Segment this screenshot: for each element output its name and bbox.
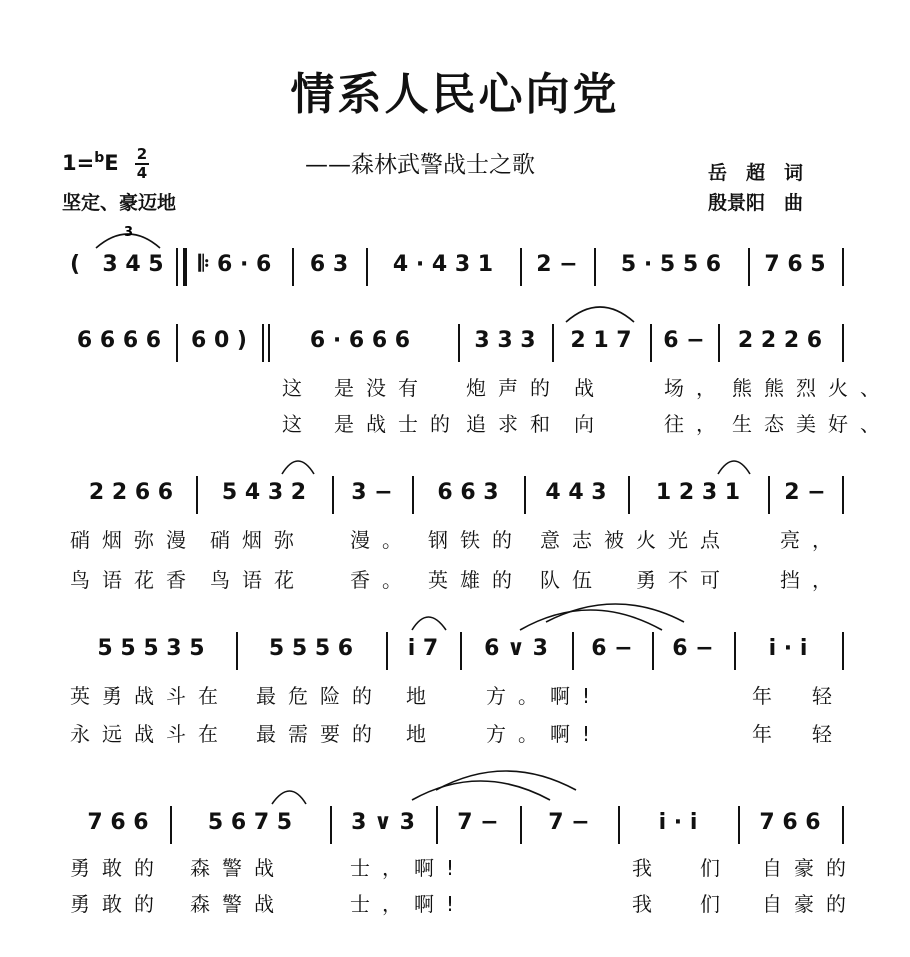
measure-1-7: 5 · 5 5 6	[620, 252, 722, 277]
lyric-word: 队伍	[540, 568, 604, 592]
lyric-word: 轻	[812, 722, 844, 746]
lyric-word: 这	[282, 376, 314, 400]
barline	[842, 806, 844, 844]
lyric-word: 亮，	[780, 528, 844, 552]
lyric-word: 方。啊!	[486, 722, 603, 746]
lyric-word: 年	[752, 722, 784, 746]
lyric-word: 钢铁的	[428, 528, 524, 552]
lyric-word: 我	[632, 892, 664, 916]
measure-2-4: 3 3 3	[474, 328, 536, 353]
barline	[366, 248, 368, 286]
barline	[842, 632, 844, 670]
measure-3-2: 5 4 3 2	[221, 480, 307, 505]
notation-line-1	[0, 248, 910, 290]
lyric-word: 香。	[350, 568, 414, 592]
measure-2-5: 2 1 7	[570, 328, 632, 353]
lyric-word: 我	[632, 856, 664, 880]
barline	[650, 324, 652, 362]
notation-line-2	[0, 324, 910, 366]
measure-4-5: 6 −	[591, 636, 633, 661]
notation-line-4	[0, 632, 910, 674]
lyric-word: 是没有	[334, 376, 430, 400]
measure-5-7: 7 6 6	[759, 810, 821, 835]
lyric-word: 鸟语花香	[70, 568, 198, 592]
subtitle: ——森林武警战士之歌	[305, 152, 535, 178]
lyric-word: 自豪的	[762, 892, 858, 916]
measure-3-3: 3 −	[351, 480, 393, 505]
time-top: 2	[136, 145, 148, 163]
measure-1-1: (	[69, 252, 81, 277]
measure-1-8: 7 6 5	[764, 252, 826, 277]
triplet-slur	[96, 234, 160, 248]
barline	[330, 806, 332, 844]
composer: 殷景阳 曲	[708, 192, 804, 214]
barline	[748, 248, 750, 286]
slur-7-7-long	[436, 771, 576, 790]
barline	[594, 248, 596, 286]
measure-3-1: 2 2 6 6	[88, 480, 174, 505]
tie-75	[272, 791, 306, 804]
tie-32	[282, 461, 314, 474]
measure-2-2: 6 0 )	[191, 328, 247, 353]
lyric-word: 追求和	[466, 412, 562, 436]
slur-i7	[412, 617, 446, 630]
barline	[734, 632, 736, 670]
key-prefix: 1=	[62, 151, 95, 175]
measure-5-5: 7 −	[548, 810, 590, 835]
barline	[738, 806, 740, 844]
slur-217	[566, 307, 634, 322]
lyricist: 岳 超 词	[708, 162, 804, 184]
barline	[842, 476, 844, 514]
lyric-word: 向	[574, 412, 606, 436]
measure-5-2: 5 6 7 5	[207, 810, 293, 835]
lyric-word: 士，啊!	[350, 892, 467, 916]
lyric-word: 挡，	[780, 568, 844, 592]
barline	[628, 476, 630, 514]
measure-3-7: 2 −	[784, 480, 826, 505]
lyric-word: 英雄的	[428, 568, 524, 592]
barline	[196, 476, 198, 514]
tie-31	[718, 461, 750, 474]
slur-3-7-long	[412, 781, 550, 800]
lyric-word: 自豪的	[762, 856, 858, 880]
measure-1-5: 4 · 4 3 1	[392, 252, 494, 277]
lyric-word: 地	[406, 722, 438, 746]
repeat-barline	[183, 248, 187, 286]
measure-2-7: 2 2 2 6	[737, 328, 823, 353]
lyric-word: 最危险的	[256, 684, 384, 708]
measure-2-1: 6 6 6 6	[76, 328, 162, 353]
lyric-word: 鸟语花	[210, 568, 306, 592]
barline	[458, 324, 460, 362]
lyric-word: 永远战斗在	[70, 722, 230, 746]
lyric-word: 往，	[664, 412, 728, 436]
barline	[552, 324, 554, 362]
barline	[768, 476, 770, 514]
lyric-word: 勇不可	[636, 568, 732, 592]
barline	[718, 324, 720, 362]
barline	[520, 248, 522, 286]
barline	[652, 632, 654, 670]
lyric-word: 熊熊烈火、	[732, 376, 892, 400]
key-flat: b	[94, 150, 105, 166]
lyric-word: 硝烟弥	[210, 528, 306, 552]
barline	[292, 248, 294, 286]
barline	[842, 324, 844, 362]
barline	[386, 632, 388, 670]
barline	[436, 806, 438, 844]
lyric-word: 地	[406, 684, 438, 708]
lyric-word: 英勇战斗在	[70, 684, 230, 708]
measure-2-3: 6 · 6 6 6	[309, 328, 411, 353]
slur-6-6-long	[546, 604, 684, 622]
barline	[262, 324, 264, 362]
lyric-word: 是战士的	[334, 412, 462, 436]
measure-5-3: 3 ∨ 3	[351, 810, 415, 835]
measure-5-4: 7 −	[457, 810, 499, 835]
lyric-word: 勇敢的	[70, 892, 166, 916]
notation-line-5	[0, 806, 910, 848]
lyric-word: 生态美好、	[732, 412, 892, 436]
barline	[332, 476, 334, 514]
notation-line-3	[0, 476, 910, 518]
lyric-word: 森警战	[190, 856, 286, 880]
lyric-word: 意志被	[540, 528, 636, 552]
measure-4-4: 6 ∨ 3	[484, 636, 548, 661]
barline	[176, 248, 178, 286]
barline	[176, 324, 178, 362]
lyric-word: 森警战	[190, 892, 286, 916]
lyric-word: 方。啊!	[486, 684, 603, 708]
measure-1-4: 6 3	[309, 252, 349, 277]
lyric-word: 炮声的	[466, 376, 562, 400]
measure-1-6: 2 −	[536, 252, 578, 277]
lyric-word: 勇敢的	[70, 856, 166, 880]
measure-3-6: 1 2 3 1	[655, 480, 741, 505]
page-title: 情系人民心向党	[290, 69, 620, 120]
key-note: E	[104, 151, 119, 175]
time-bottom: 4	[136, 164, 148, 182]
barline	[524, 476, 526, 514]
measure-5-6: i · i	[658, 810, 698, 835]
lyric-word: 硝烟弥漫	[70, 528, 198, 552]
measure-1-2: 3 4 5	[102, 252, 164, 277]
measure-4-1: 5 5 5 3 5	[97, 636, 205, 661]
barline	[520, 806, 522, 844]
lyric-word: 年	[752, 684, 784, 708]
key-signature	[62, 150, 119, 175]
measure-4-2: 5 5 5 6	[268, 636, 354, 661]
barline	[412, 476, 414, 514]
barline	[268, 324, 270, 362]
barline	[236, 632, 238, 670]
triplet-number: 3	[124, 225, 134, 240]
measure-1-3: 𝄆 6 · 6	[198, 252, 272, 277]
measure-4-3: i 7	[407, 636, 439, 661]
measure-3-5: 4 4 3	[545, 480, 607, 505]
measure-3-4: 6 6 3	[437, 480, 499, 505]
measure-5-1: 7 6 6	[87, 810, 149, 835]
barline	[618, 806, 620, 844]
lyric-word: 这	[282, 412, 314, 436]
barline	[572, 632, 574, 670]
barline	[460, 632, 462, 670]
lyric-word: 士，啊!	[350, 856, 467, 880]
measure-4-7: i · i	[768, 636, 808, 661]
lyric-word: 漫。	[350, 528, 414, 552]
tempo-marking: 坚定、豪迈地	[62, 192, 177, 214]
lyric-word: 们	[700, 856, 732, 880]
lyric-word: 场，	[664, 376, 728, 400]
lyric-word: 轻	[812, 684, 844, 708]
lyric-word: 们	[700, 892, 732, 916]
barline	[170, 806, 172, 844]
measure-4-6: 6 −	[672, 636, 714, 661]
lyric-word: 最需要的	[256, 722, 384, 746]
measure-2-6: 6 −	[663, 328, 705, 353]
slur-3-6-long	[520, 610, 662, 630]
lyric-word: 战	[574, 376, 606, 400]
barline	[842, 248, 844, 286]
lyric-word: 火光点	[636, 528, 732, 552]
time-signature	[135, 146, 149, 181]
